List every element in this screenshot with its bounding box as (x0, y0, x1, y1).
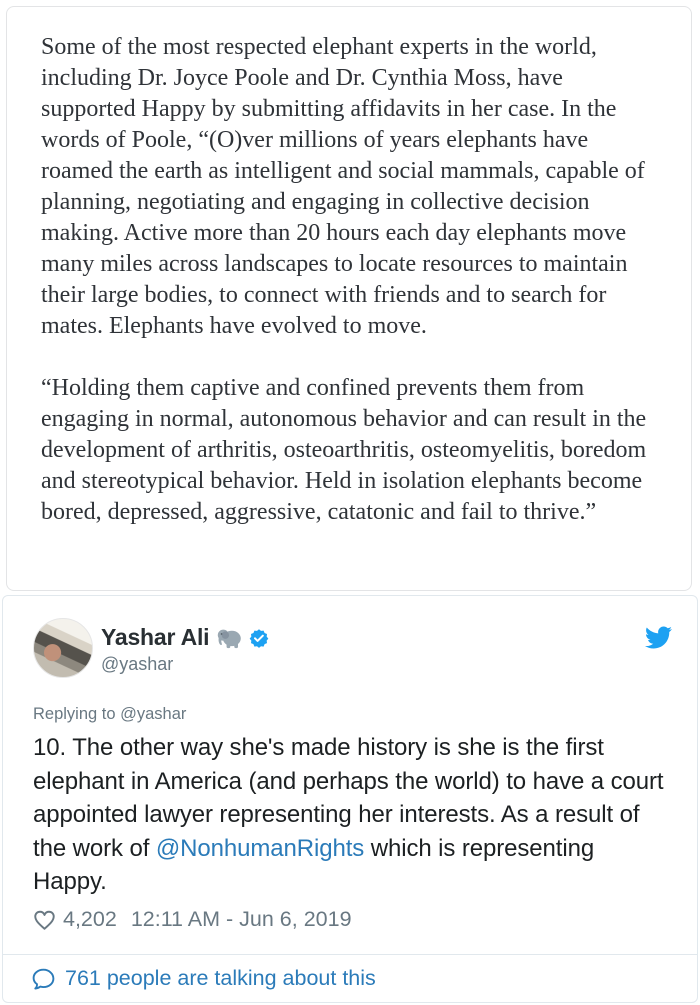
conversation-icon[interactable] (30, 965, 65, 992)
tweet-text-segment: 10. The other way she's made history is she is the first elephant in America (and perhaps the world) to have a court appointed lawyer representing her interests. As a result of the work of (33, 734, 664, 862)
tweet-card (2, 595, 698, 1003)
like-count[interactable]: 4,202 (63, 906, 117, 931)
verified-badge-icon (249, 628, 269, 648)
tweet-header (3, 596, 697, 678)
article-screenshot-card (6, 6, 692, 591)
like-icon[interactable] (31, 906, 63, 933)
article-paragraph: Some of the most respected elephant experts in the world, including Dr. Joyce Poole and Dr. Cynthia Moss, have supported Happy by submitting affidavits in her case. In the words of Poole, “(O)ver millions of years elephants have roamed the earth as intelligent and social mammals, capable of planning, negotiating and engaging in collective decision making. Active more than 20 hours each day elephants move many miles across landscapes to locate resources to maintain their large bodies, to connect with friends and to search for mates. Elephants have evolved to move. (41, 34, 645, 339)
tweet-meta-row (31, 906, 669, 933)
twitter-logo-icon[interactable] (642, 624, 675, 651)
tweet-text (33, 731, 669, 899)
tweet-footer (3, 954, 697, 1002)
avatar[interactable] (33, 618, 93, 678)
author-handle[interactable]: @yashar (101, 654, 174, 674)
author-name[interactable]: Yashar Ali (101, 624, 210, 650)
mention-link[interactable]: @NonhumanRights (155, 834, 365, 862)
footer-link[interactable]: 761 people are talking about this (65, 966, 376, 990)
elephant-emoji-icon (216, 625, 242, 651)
replying-to[interactable]: Replying to @yashar (33, 705, 187, 723)
timestamp[interactable]: 12:11 AM - Jun 6, 2019 (130, 906, 352, 931)
article-paragraph: “Holding them captive and confined prevents them from engaging in normal, autonomous behavior and can result in the development of arthritis, osteoarthritis, osteomyelitis, boredom and stereotypical behavior. Held in isolation elephants become bored, depressed, aggressive, catatonic and fail to thrive.” (41, 375, 647, 525)
tweet-text-segment: which is representing Happy. (33, 834, 595, 895)
author-block (101, 618, 269, 675)
